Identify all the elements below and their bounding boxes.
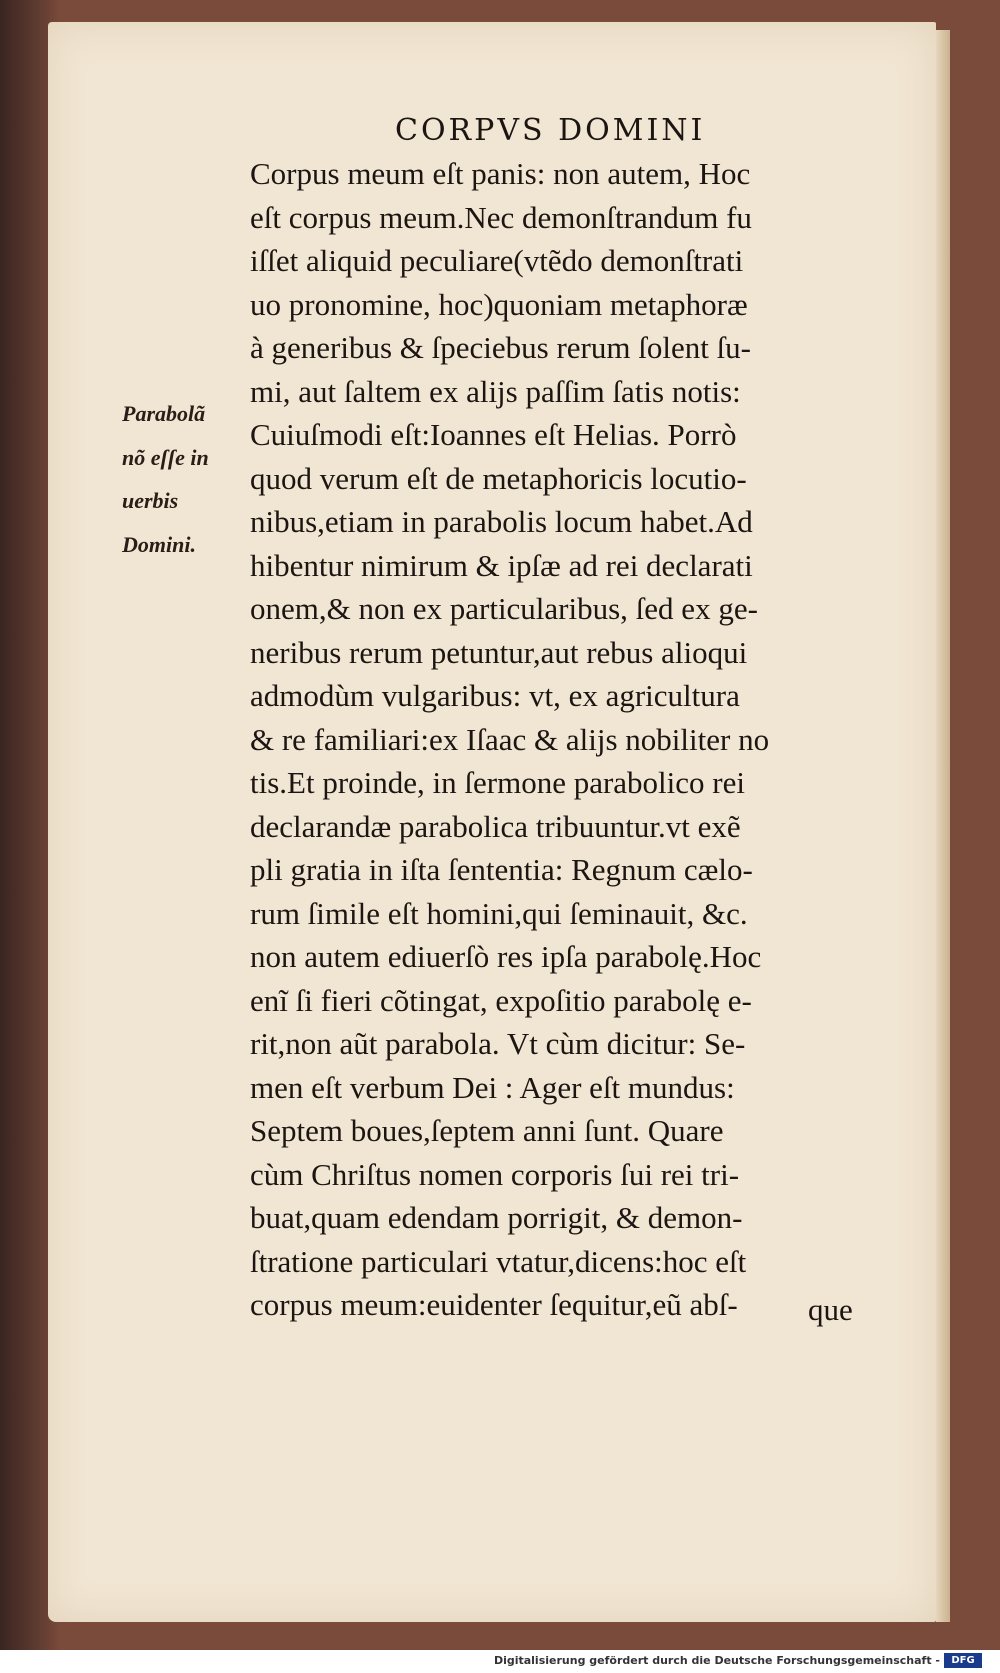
page-edge — [936, 30, 950, 1622]
text-line: nibus,etiam in parabolis locum habet.Ad — [250, 504, 753, 539]
text-line: Corpus meum eſt panis: non autem, Hoc — [250, 156, 751, 191]
text-line: uo pronomine, hoc)quoniam metaphoræ — [250, 286, 748, 322]
margin-note-line: nõ eſſe in — [122, 444, 209, 470]
text-line: cùm Chriſtus nomen corporis ſui rei tri- — [250, 1156, 740, 1192]
catchword: que — [808, 1292, 853, 1327]
text-line: enĩ ſi fieri cõtingat, expoſitio parabolę e- — [250, 982, 752, 1018]
text-line: à generibus & ſpeciebus rerum ſolent ſu- — [250, 330, 752, 365]
text-line: Septem boues,ſeptem anni ſunt. Quare — [250, 1113, 724, 1148]
text-line: rum ſimile eſt homini,qui ſeminauit, &c. — [250, 895, 748, 931]
margin-note — [122, 392, 247, 566]
text-line: rit,non aũt parabola. Vt cùm dicitur: Se- — [250, 1026, 746, 1061]
text-line: Cuiuſmodi eſt:Ioannes eſt Helias. Porrò — [250, 417, 737, 452]
text-line: corpus meum:euidenter ſequitur,eũ abſ- — [250, 1287, 738, 1322]
footer-bar — [0, 1650, 1000, 1673]
text-line: buat,quam edendam porrigit, & demon- — [250, 1200, 743, 1235]
text-line: eſt corpus meum.Nec demonſtrandum fu — [250, 199, 752, 235]
text-line: mi, aut ſaltem ex alijs paſſim ſatis notis: — [250, 373, 741, 409]
text-line: ſtratione particulari vtatur,dicens:hoc eſt — [250, 1243, 747, 1279]
text-line: non autem ediuerſò res ipſa parabolę.Hoc — [250, 939, 762, 974]
funding-credit: Digitalisierung gefördert durch die Deutsche Forschungsgemeinschaft - — [493, 1654, 940, 1667]
text-line: quod verum eſt de metaphoricis locutio- — [250, 460, 747, 496]
text-line: tis.Et proinde, in ſermone parabolico rei — [250, 765, 745, 800]
text-line: & re familiari:ex Iſaac & alijs nobiliter no — [250, 721, 770, 757]
running-head: CORPVS DOMINI — [395, 113, 706, 148]
margin-note-line: Domini. — [122, 531, 196, 557]
margin-note-line: uerbis — [122, 488, 179, 513]
text-line: hibentur nimirum & ipſæ ad rei declarati — [250, 547, 753, 583]
text-line: neribus rerum petuntur,aut rebus alioqui — [250, 634, 748, 670]
dfg-logo: DFG — [944, 1653, 982, 1668]
text-line: iſſet aliquid peculiare(vtẽdo demonſtrati — [250, 243, 744, 278]
body-text — [250, 152, 890, 1327]
text-line: declarandæ parabolica tribuuntur.vt exẽ — [250, 808, 741, 844]
text-line: pli gratia in iſta ſententia: Regnum cælo- — [250, 852, 753, 887]
text-line: onem,& non ex particularibus, ſed ex ge- — [250, 591, 758, 626]
text-line: admodùm vulgaribus: vt, ex agricultura — [250, 678, 740, 713]
margin-note-line: Parabolã — [122, 401, 206, 426]
text-line: men eſt verbum Dei : Ager eſt mundus: — [250, 1069, 735, 1105]
